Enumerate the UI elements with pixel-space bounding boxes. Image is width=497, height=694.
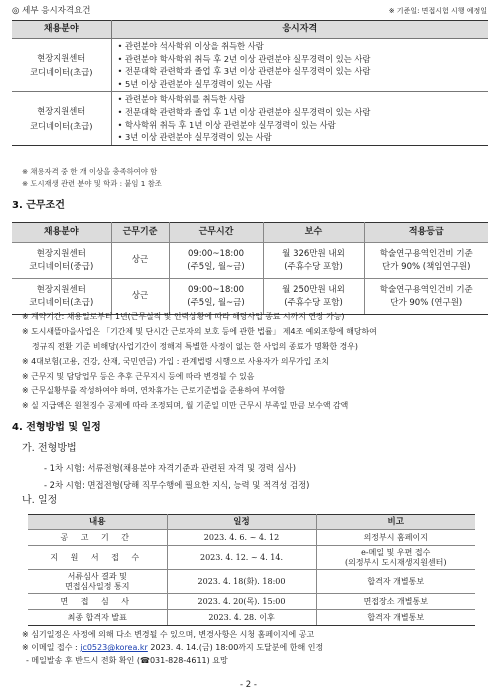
column-header: 근무시간 bbox=[169, 223, 263, 243]
note-cell: 합격자 개별통보 bbox=[316, 610, 475, 626]
note-line: ※ 도시새뜰마을사업은 「기간제 및 단시간 근로자의 보호 등에 관한 법률」 제4조 예외조항에 해당하여 bbox=[22, 326, 377, 336]
hours-cell: 09:00~18:00 (주5일, 월~금) bbox=[169, 243, 263, 279]
note-cell: 면접장소 개별통보 bbox=[316, 594, 475, 610]
note-line: ※ 채용자격 중 한 개 이상을 충족하여야 함 bbox=[22, 167, 158, 176]
table-row bbox=[28, 546, 475, 570]
grade-cell: 학술연구용역인건비 기준 단가 90% (연구원) bbox=[364, 279, 488, 315]
table-row bbox=[12, 39, 488, 92]
date-cell: 2023. 4. 12. ~ 4. 14. bbox=[167, 546, 316, 570]
email-link[interactable]: jc0523@korea.kr bbox=[80, 643, 148, 652]
note-line: ※ 이메일 접수 : jc0523@korea.kr 2023. 4. 14.(금) 18:00까지 도달분에 한해 인정 bbox=[22, 643, 324, 652]
pay-cell: 월 326만원 내외 (주휴수당 포함) bbox=[263, 243, 364, 279]
table-row bbox=[28, 530, 475, 546]
subheading-method: 가. 전형방법 bbox=[22, 443, 77, 454]
note-line: ※ 심기일정은 사정에 의해 다소 변경될 수 있으며, 변경사항은 시청 홈페이지에 공고 bbox=[22, 630, 315, 639]
list-item: • 학사학위 취득 후 1년 이상 관련분야 실무경력이 있는 사람 bbox=[117, 119, 336, 130]
table-row bbox=[28, 610, 475, 626]
date-cell: 2023. 4. 28. 이후 bbox=[167, 610, 316, 626]
subheading-schedule: 나. 일정 bbox=[22, 495, 58, 506]
table-row bbox=[28, 594, 475, 610]
standard-cell: 상근 bbox=[111, 279, 169, 315]
schedule-table bbox=[28, 514, 475, 626]
list-item: • 전문대학 관련학과 졸업 후 3년 이상 관련분야 실무경력이 있는 사람 bbox=[117, 66, 371, 77]
note-line: 정규직 전환 기준 비해당(사업기간이 정해져 특별한 사정이 없는 한 사업의 종료가 명확한 경우) bbox=[32, 341, 358, 351]
content-cell: 서류심사 결과 및 면접심사일정 통지 bbox=[28, 570, 167, 594]
table-header-row bbox=[12, 21, 488, 39]
category-line: 현장지원센터 bbox=[37, 53, 86, 64]
base-date-note: ※ 기준일: 면접시험 시행 예정일 bbox=[388, 7, 487, 15]
column-header: 보수 bbox=[263, 223, 364, 243]
note-cell: e-메일 및 우편 접수 (의정부시 도시재생지원센터) bbox=[316, 546, 475, 570]
note-line: - 메일발송 후 반드시 전화 확인 (☎031-828-4611) 요망 bbox=[26, 656, 228, 665]
standard-cell: 상근 bbox=[111, 243, 169, 279]
work-conditions-table bbox=[12, 222, 488, 315]
list-item: • 3년 이상 관련분야 실무경력이 있는 사람 bbox=[117, 132, 272, 143]
note-line: ※ 도시재생 관련 분야 및 학과 : 붙임 1 참조 bbox=[22, 179, 162, 188]
content-cell: 면 접 심 사 bbox=[28, 594, 167, 610]
category-cell bbox=[12, 92, 111, 145]
note-line: ※ 실 지급액은 원천징수 공제에 따라 조정되며, 월 기준일 미만 근무시 부족일 만큼 보수액 감액 bbox=[22, 401, 349, 411]
table-row bbox=[12, 243, 488, 279]
category-cell bbox=[12, 39, 111, 92]
category-line: 현장지원센터 bbox=[37, 106, 86, 117]
content-cell: 지 원 서 접 수 bbox=[28, 546, 167, 570]
method-steps bbox=[44, 460, 309, 494]
hours-cell: 09:00~18:00 (주5일, 월~금) bbox=[169, 279, 263, 315]
qualification-list bbox=[111, 39, 488, 92]
qualifications-table bbox=[12, 20, 488, 146]
list-item: • 관련분야 학사학위 취득 후 2년 이상 관련분야 실무경력이 있는 사람 bbox=[117, 53, 371, 64]
table-row bbox=[28, 570, 475, 594]
list-item: • 5년 이상 관련분야 실무경력이 있는 사람 bbox=[117, 78, 272, 89]
date-cell: 2023. 4. 6. ~ 4. 12 bbox=[167, 530, 316, 546]
table-row bbox=[12, 92, 488, 145]
column-header: 근무기준 bbox=[111, 223, 169, 243]
column-header: 내용 bbox=[28, 515, 167, 530]
page-number: - 2 - bbox=[240, 680, 257, 690]
column-header: 채용분야 bbox=[12, 223, 111, 243]
note-cell: 의정부시 홈페이지 bbox=[316, 530, 475, 546]
category-cell: 현장지원센터 코디네이터(중급) bbox=[12, 243, 111, 279]
column-header: 적용등급 bbox=[364, 223, 488, 243]
table-header-row bbox=[28, 515, 475, 530]
note-line: ※ 근무실황부를 작성하여야 하며, 연차휴가는 근로기준법을 준용하여 부여함 bbox=[22, 386, 285, 396]
note-cell: 합격자 개별통보 bbox=[316, 570, 475, 594]
content-cell: 공 고 기 간 bbox=[28, 530, 167, 546]
qualification-list bbox=[111, 92, 488, 145]
step-line: - 2차 시험: 면접전형(당해 직무수행에 필요한 지식, 능력 및 적격성 검정) bbox=[44, 480, 310, 490]
content-cell: 최종 합격자 발표 bbox=[28, 610, 167, 626]
step-line: - 1차 시험: 서류전형(채용분야 자격기준과 관련된 자격 및 경력 심사) bbox=[44, 463, 297, 473]
column-header: 응시자격 bbox=[111, 21, 488, 39]
pay-cell: 월 250만원 내외 (주휴수당 포함) bbox=[263, 279, 364, 315]
table-header-row bbox=[12, 223, 488, 243]
category-cell: 현장지원센터 코디네이터(초급) bbox=[12, 279, 111, 315]
category-line: 코디네이터(초급) bbox=[29, 120, 93, 131]
section-title: ◎ 세부 응시자격요건 bbox=[12, 6, 91, 16]
list-item: • 전문대학 관련학과 졸업 후 1년 이상 관련분야 실무경력이 있는 사람 bbox=[117, 106, 371, 117]
note-line: ※ 계약기간: 채용일로부터 1년(근무실적 및 인력상황에 따라 해당사업 종료 시까지 연장 가능) bbox=[22, 312, 345, 321]
work-conditions-notes bbox=[22, 310, 377, 414]
column-header: 일정 bbox=[167, 515, 316, 530]
note-line: ※ 근무지 및 담당업무 등은 추후 근무지시 등에 따라 변경될 수 있음 bbox=[22, 371, 255, 381]
section-heading-work-conditions: 3. 근무조건 bbox=[12, 200, 65, 211]
date-cell: 2023. 4. 20(목). 15:00 bbox=[167, 594, 316, 610]
note-line: ※ 4대보험(고용, 건강, 산재, 국민연금) 가입 : 관계법령 시행으로 사용자가 의무가입 조치 bbox=[22, 356, 330, 366]
column-header: 비고 bbox=[316, 515, 475, 530]
schedule-notes bbox=[22, 628, 323, 667]
column-header: 채용분야 bbox=[12, 21, 111, 39]
section-heading-selection: 4. 전형방법 및 일정 bbox=[12, 422, 101, 433]
category-line: 코디네이터(초급) bbox=[29, 67, 93, 78]
qualification-notes bbox=[22, 166, 162, 190]
list-item: • 관련분야 학사학위를 취득한 사람 bbox=[117, 94, 246, 105]
header-row bbox=[12, 6, 487, 18]
grade-cell: 학술연구용역인건비 기준 단가 90% (책임연구원) bbox=[364, 243, 488, 279]
date-cell: 2023. 4. 18(화). 18:00 bbox=[167, 570, 316, 594]
list-item: • 관련분야 석사학위 이상을 취득한 사람 bbox=[117, 41, 264, 51]
